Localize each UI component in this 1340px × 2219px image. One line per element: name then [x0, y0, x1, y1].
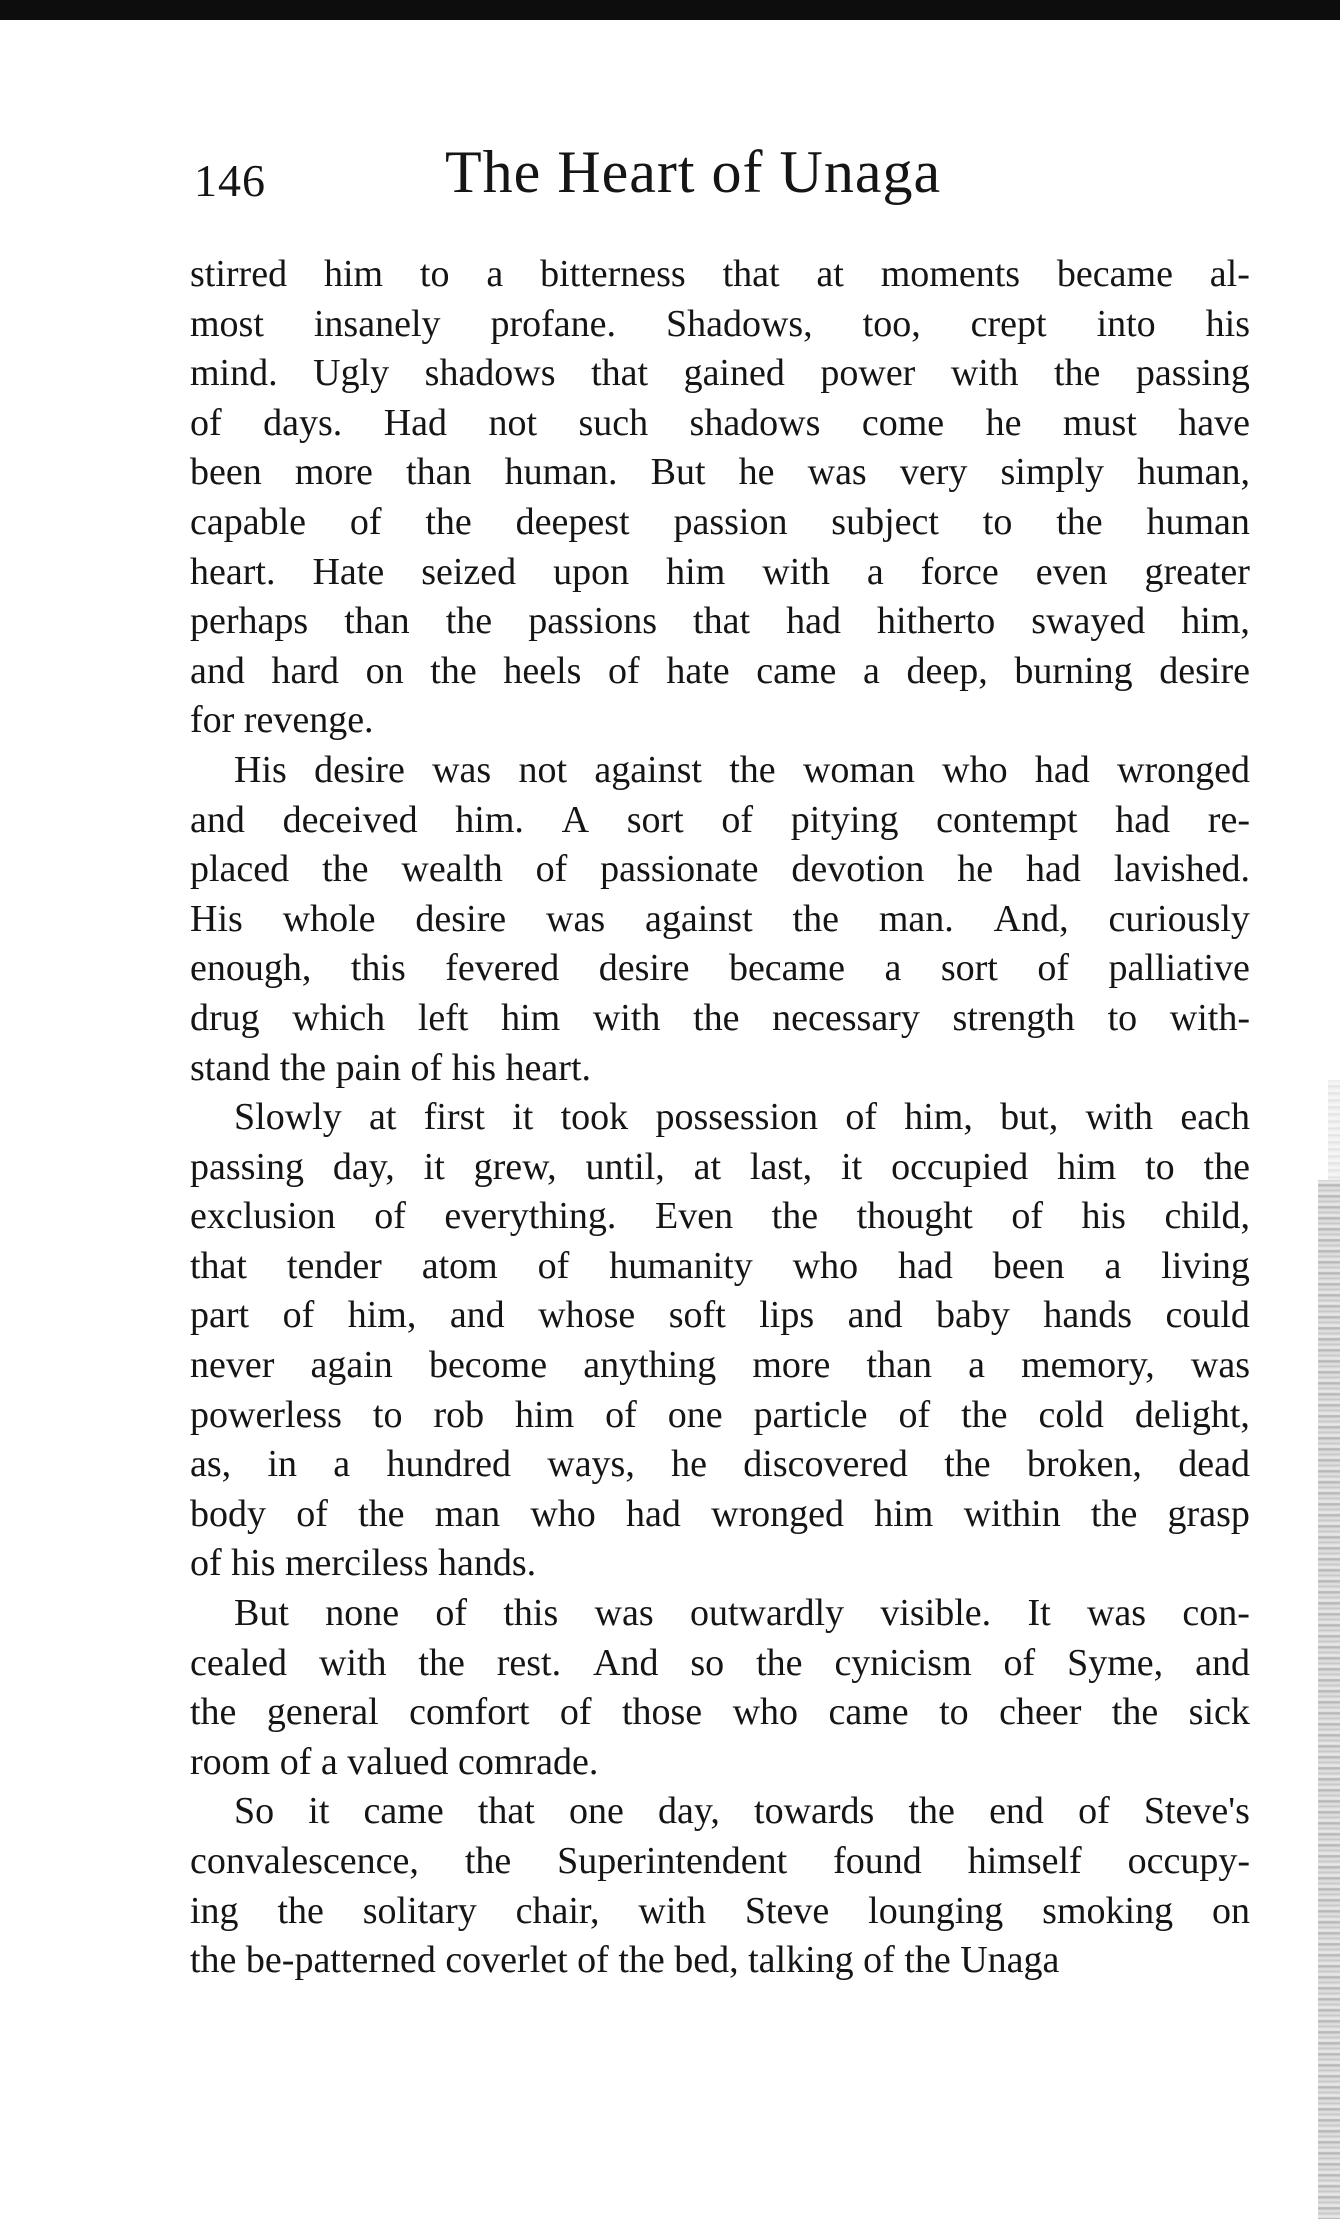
text-line: So it came that one day, towards the end of Steve's: [234, 1790, 1250, 1833]
text-line: passing day, it grew, until, at last, it occupied him to the: [190, 1145, 1250, 1188]
text-line: ing the solitary chair, with Steve lounging smoking on: [190, 1889, 1250, 1932]
text-line: of his merciless hands.: [190, 1542, 537, 1585]
scan-page-edge: [1318, 1180, 1340, 2219]
text-line: stirred him to a bitterness that at moments became al-: [190, 253, 1250, 295]
text-line: been more than human. But he was very simply human,: [190, 451, 1250, 494]
text-line: part of him, and whose soft lips and baby hands could: [190, 1294, 1250, 1337]
text-line: that tender atom of humanity who had been a living: [190, 1244, 1250, 1287]
paragraph: [190, 1787, 1250, 1985]
text-line: room of a valued comrade.: [190, 1740, 599, 1783]
text-line: drug which left him with the necessary strength to with-: [190, 996, 1250, 1039]
text-line: for revenge.: [190, 699, 374, 742]
text-line: of days. Had not such shadows come he must have: [190, 401, 1250, 444]
text-line: body of the man who had wronged him within the grasp: [190, 1492, 1250, 1535]
page-number: 146: [194, 155, 266, 206]
paragraph: [190, 746, 1250, 1093]
paragraph: [190, 1093, 1250, 1589]
text-line: most insanely profane. Shadows, too, crept into his: [190, 302, 1250, 345]
text-line: enough, this fevered desire became a sort of palliative: [190, 947, 1250, 990]
text-line: placed the wealth of passionate devotion he had lavished.: [190, 848, 1250, 891]
text-line: powerless to rob him of one particle of the cold delight,: [190, 1393, 1250, 1436]
text-line: stand the pain of his heart.: [190, 1046, 592, 1089]
text-line: the general comfort of those who came to cheer the sick: [190, 1691, 1250, 1734]
text-line: never again become anything more than a memory, was: [190, 1344, 1250, 1387]
text-line: convalescence, the Superintendent found himself occupy-: [190, 1840, 1250, 1882]
text-line: and deceived him. A sort of pitying contempt had re-: [190, 798, 1250, 841]
text-line: mind. Ugly shadows that gained power with the passing: [190, 352, 1250, 395]
text-line: exclusion of everything. Even the thought of his child,: [190, 1195, 1250, 1238]
paragraph: [190, 250, 1250, 746]
body-text: [190, 250, 1250, 1986]
text-line: perhaps than the passions that had hitherto swayed him,: [190, 600, 1250, 643]
text-line: His desire was not against the woman who had wronged: [234, 748, 1250, 791]
scan-top-border: [0, 0, 1340, 20]
text-line: capable of the deepest passion subject to the human: [190, 500, 1250, 543]
text-line: His whole desire was against the man. And, curiously: [190, 897, 1250, 940]
paragraph: [190, 1589, 1250, 1787]
text-line: and hard on the heels of hate came a deep, burning desire: [190, 649, 1250, 692]
text-line: as, in a hundred ways, he discovered the broken, dead: [190, 1443, 1250, 1486]
text-line: the be-patterned coverlet of the bed, talking of the Unaga: [190, 1939, 1060, 1982]
text-line: cealed with the rest. And so the cynicism of Syme, and: [190, 1641, 1250, 1684]
scan-page-edge-upper: [1328, 1080, 1340, 1180]
text-line: heart. Hate seized upon him with a force even greater: [190, 550, 1250, 593]
text-line: But none of this was outwardly visible. It was con-: [234, 1592, 1250, 1635]
text-line: Slowly at first it took possession of him, but, with each: [234, 1096, 1250, 1139]
page-title: The Heart of Unaga: [445, 139, 942, 205]
running-head: [190, 138, 1260, 218]
